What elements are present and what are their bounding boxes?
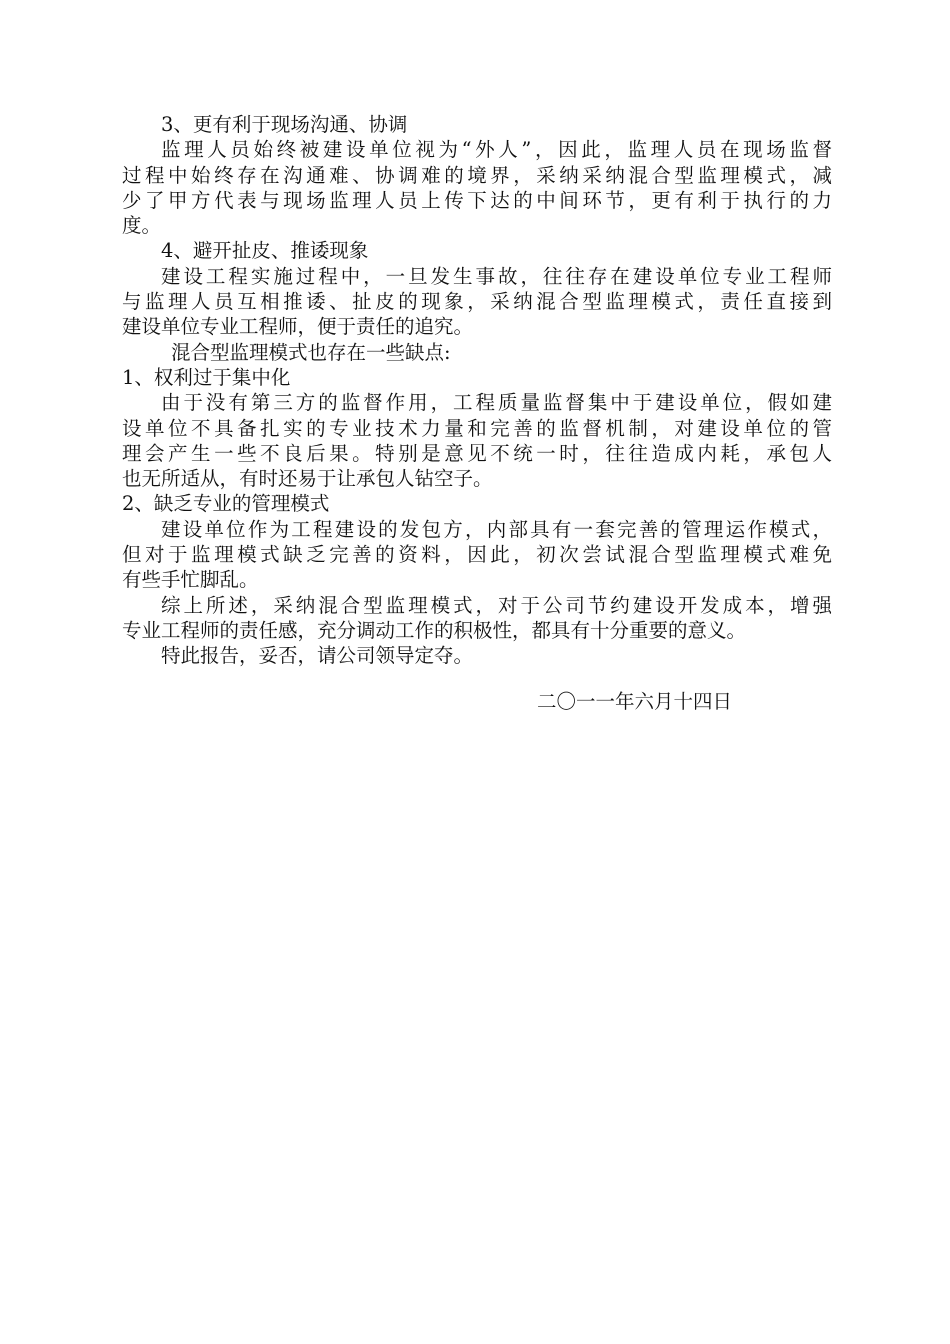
paragraph-line: 与监理人员互相推诿、扯皮的现象，采纳混合型监理模式，责任直接到: [122, 290, 832, 314]
drawback-heading-1: 1、权利过于集中化: [122, 365, 291, 389]
paragraph-line: 有些手忙脚乱。: [122, 568, 259, 592]
paragraph-line: 过程中始终存在沟通难、协调难的境界，采纳采纳混合型监理模式，减: [122, 163, 832, 187]
paragraph-line: 由于没有第三方的监督作用，工程质量监督集中于建设单位，假如建: [161, 391, 832, 415]
closing-line: 特此报告，妥否，请公司领导定夺。: [161, 644, 474, 668]
paragraph-line: 建设工程实施过程中，一旦发生事故，往往存在建设单位专业工程师: [161, 264, 832, 288]
paragraph-line: 建设单位作为工程建设的发包方，内部具有一套完善的管理运作模式，: [161, 517, 832, 541]
paragraph-line: 但对于监理模式缺乏完善的资料，因此，初次尝试混合型监理模式难免: [122, 543, 832, 567]
drawbacks-intro: 混合型监理模式也存在一些缺点:: [171, 340, 451, 364]
conclusion-line: 综上所述，采纳混合型监理模式，对于公司节约建设开发成本，增强: [161, 593, 832, 617]
drawback-heading-2: 2、缺乏专业的管理模式: [122, 492, 330, 516]
paragraph-line: 少了甲方代表与现场监理人员上传下达的中间环节，更有利于执行的力: [122, 188, 832, 212]
document-body: [122, 112, 832, 669]
paragraph-line: 建设单位专业工程师，便于责任的追究。: [122, 315, 474, 339]
paragraph-line: 理会产生一些不良后果。特别是意见不统一时，往往造成内耗，承包人: [122, 441, 832, 465]
section-heading-4: 4、避开扯皮、推诿现象: [161, 239, 369, 263]
section-heading-3: 3、更有利于现场沟通、协调: [161, 113, 408, 136]
document-date: 二〇一一年六月十四日: [537, 690, 733, 713]
paragraph-line: 设单位不具备扎实的专业技术力量和完善的监督机制，对建设单位的管: [122, 416, 832, 440]
paragraph-line: 也无所适从，有时还易于让承包人钻空子。: [122, 467, 493, 491]
paragraph-line: 监理人员始终被建设单位视为“外人”，因此，监理人员在现场监督: [161, 138, 832, 162]
conclusion-line: 专业工程师的责任感，充分调动工作的积极性，都具有十分重要的意义。: [122, 618, 747, 642]
paragraph-line: 度。: [122, 214, 162, 238]
